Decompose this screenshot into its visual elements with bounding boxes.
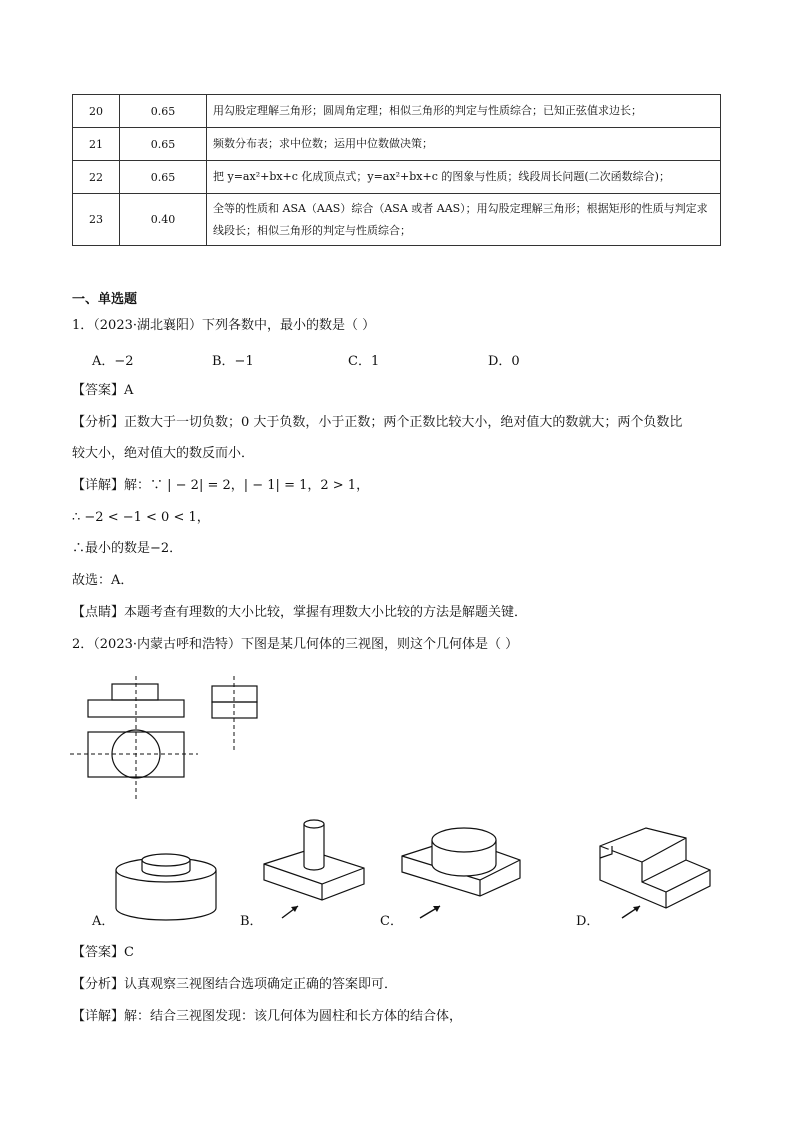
three-view-figure: [66, 676, 216, 804]
option-b-solid: [258, 814, 370, 926]
q1-answer: 【答案】A: [72, 383, 134, 398]
question-2-stem: 2．（2023·内蒙古呼和浩特）下图是某几何体的三视图，则这个几何体是（ ）: [72, 637, 519, 652]
q2-option-c: C．: [380, 914, 403, 929]
row-value: 0.65: [120, 128, 207, 161]
table-row: [73, 95, 721, 128]
row-number: 21: [73, 128, 120, 161]
q1-detail-line-1: 【详解】解：∵ | − 2| = 2，| − 1| = 1，2 > 1，: [72, 478, 370, 493]
question-1-stem: 1．（2023·湖北襄阳）下列各数中，最小的数是（ ）: [72, 318, 376, 333]
q1-detail-line-2: ∴ −2 < −1 < 0 < 1，: [72, 510, 210, 525]
q2-answer: 【答案】C: [72, 945, 134, 960]
q1-option-d: D．0: [488, 354, 520, 369]
table-row: [73, 194, 721, 246]
row-description: 用勾股定理解三角形；圆周角定理；相似三角形的判定与性质综合；已知正弦值求边长；: [207, 95, 721, 128]
row-number: 23: [73, 194, 120, 246]
q1-option-b: B．−1: [212, 354, 254, 369]
option-a-solid: [110, 848, 220, 924]
q1-detail-line-4: 故选：A．: [72, 573, 134, 588]
q1-comment: 【点睛】本题考查有理数的大小比较，掌握有理数大小比较的方法是解题关键．: [72, 605, 528, 620]
stats-table: [72, 94, 721, 246]
row-number: 22: [73, 161, 120, 194]
row-description: 全等的性质和 ASA（AAS）综合（ASA 或者 AAS）；用勾股定理解三角形；根据矩形的性质与判定求线段长；相似三角形的判定与性质综合；: [207, 194, 721, 246]
row-value: 0.65: [120, 161, 207, 194]
row-value: 0.40: [120, 194, 207, 246]
row-description: 频数分布表；求中位数；运用中位数做决策；: [207, 128, 721, 161]
option-c-solid: [398, 822, 526, 926]
q1-analysis-line-1: 【分析】正数大于一切负数；0 大于负数，小于正数；两个正数比较大小，绝对值大的数就大；两个负数比: [72, 415, 683, 430]
row-description: 把 y=ax²+bx+c 化成顶点式；y=ax²+bx+c 的图象与性质；线段周长问题(二次函数综合)；: [207, 161, 721, 194]
q2-option-a: A．: [92, 914, 115, 929]
q1-option-a: A．−2: [92, 354, 134, 369]
q2-option-b: B．: [240, 914, 263, 929]
q1-analysis-line-2: 较大小，绝对值大的数反而小．: [72, 446, 255, 461]
table-row: [73, 161, 721, 194]
q2-detail: 【详解】解：结合三视图发现：该几何体为圆柱和长方体的结合体，: [72, 1009, 463, 1024]
q2-analysis: 【分析】认真观察三视图结合选项确定正确的答案即可．: [72, 977, 398, 992]
q1-option-c: C．1: [348, 354, 380, 369]
row-value: 0.65: [120, 95, 207, 128]
row-number: 20: [73, 95, 120, 128]
table-row: [73, 128, 721, 161]
q1-detail-line-3: ∴最小的数是−2．: [72, 541, 183, 556]
side-view-figure: [204, 676, 274, 804]
option-d-solid: [594, 824, 714, 926]
q2-option-d: D．: [576, 914, 600, 929]
section-title: 一、单选题: [72, 292, 138, 307]
